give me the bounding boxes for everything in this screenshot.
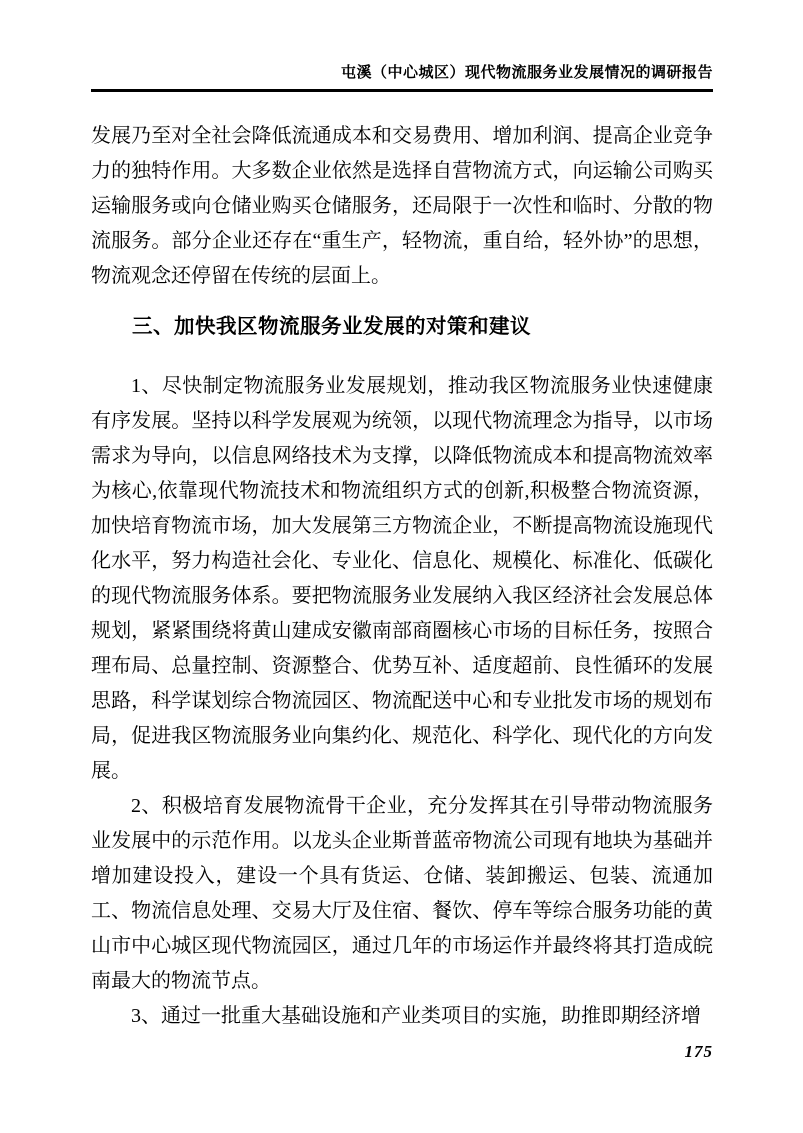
page-number: 175 bbox=[684, 1042, 713, 1061]
content-area bbox=[91, 0, 713, 1062]
paragraph-item-2: 2、积极培育发展物流骨干企业，充分发挥其在引导带动物流服务业发展中的示范作用。以龙头企业斯普蓝帝物流公司现有地块为基础并增加建设投入，建设一个具有货运、仓储、装卸搬运、包装、流通加工、物流信息处理、交易大厅及住宿、餐饮、停车等综合服务功能的黄山市中心城区现代物流园区，通过几年的市场运作并最终将其打造成皖南最大的物流节点。 bbox=[91, 795, 713, 992]
page-header bbox=[91, 0, 713, 92]
paragraph-item-3: 3、通过一批重大基础设施和产业类项目的实施，助推即期经济增 bbox=[131, 1005, 701, 1027]
paragraph-continuation: 发展乃至对全社会降低流通成本和交易费用、增加利润、提高企业竞争力的独特作用。大多数企业依然是选择自营物流方式，向运输公司购买运输服务或向仓储业购买仓储服务，还局限于一次性和临时、分散的物流服务。部分企业还存在“重生产，轻物流，重自给，轻外协”的思想，物流观念还停留在传统的层面上。 bbox=[91, 125, 713, 287]
paragraph-item-1: 1、尽快制定物流服务业发展规划，推动我区物流服务业快速健康有序发展。坚持以科学发展观为统领，以现代物流理念为指导，以市场需求为导向，以信息网络技术为支撑，以降低物流成本和提高物流效率为核心,依靠现代物流技术和物流组织方式的创新,积极整合物流资源，加快培育物流市场，加大发展第三方物流企业，不断提高物流设施现代化水平，努力构造社会化、专业化、信息化、规模化、标准化、低碳化的现代物流服务体系。要把物流服务业发展纳入我区经济社会发展总体规划，紧紧围绕将黄山建成安徽南部商圈核心市场的目标任务，按照合理布局、总量控制、资源整合、优势互补、适度超前、良性循环的发展思路，科学谋划综合物流园区、物流配送中心和专业批发市场的规划布局，促进我区物流服务业向集约化、规范化、科学化、现代化的方向发展。 bbox=[91, 375, 713, 782]
header-title: 屯溪（中心城区）现代物流服务业发展情况的调研报告 bbox=[340, 64, 713, 81]
page-footer bbox=[91, 1042, 713, 1062]
document-body bbox=[91, 119, 713, 1034]
section-heading: 三、加快我区物流服务业发展的对策和建议 bbox=[132, 315, 531, 338]
